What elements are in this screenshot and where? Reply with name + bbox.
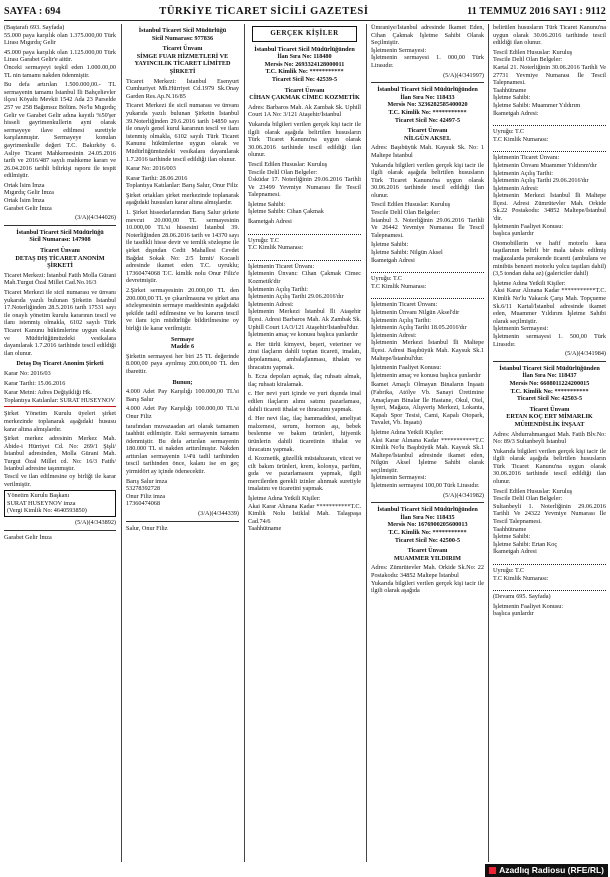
section-separator <box>371 82 484 83</box>
notice-paragraph: (Devamı 695. Sayfada) <box>493 593 551 601</box>
notice-heading: Ticaret Ünvanı DETAŞ DIŞ TİCARET ANONİM ŞİRKETİ <box>15 247 105 270</box>
notice-heading: İstanbul Ticaret Sicil Müdürlüğünden İlan Sıra No: 118480 Mersis No: 2693324128000011 T.C. Kimlik No: *********** Ticaret Sicil No: 42539-5 <box>254 45 355 83</box>
notice-paragraph: Uyruğu: T.C T.C Kimlik Numarası: <box>493 567 549 582</box>
notice-paragraph: Bu defa artırılan 1.500.000,00.- TL sermayenin tamamı İstanbul İli Bahçelievler ilçesi Köyaltı Mevkii 1542 Ada 23 Parselde 257 ve 258 Bağımsız Bölüm. No'lu Mıgırdıç Gelir ve Garabet Gelir adına kayıtlı %50'şer hisseli gayrimenkullerin ayni olarak sermayeye ilave edilmesi suretiyle karşılanmıştır. Sermayeye konulan gayrimenkulle değeri T.C. Bakırköy 6. Asliye Ticaret Mahkemesinin 24.05.2016 tarih ve 2016/487 sayılı mahkeme kararı ve 26.04.2016 tarihli bilirkişi raporu ile tespit edilmiştir. <box>4 81 116 180</box>
masked-field-line <box>248 228 361 235</box>
notice-heading: İstanbul Ticaret Sicil Müdürlüğünden İlan Sıra No: 118437 Mersis No: 6608011224200015 T.C. Kimlik No: *********** Ticaret Sicil No: 42503-5 <box>499 364 600 403</box>
notice-heading: Ticaret Ünvanı CİHAN ÇAKMAK CİMEC KOZMETİK <box>249 86 360 102</box>
notice-reference: (3/A)(4/344339) <box>198 510 239 518</box>
notice-paragraph: 4.000 Adet Pay Karşılığı 100.000,00 TL'si Onur Filiz <box>126 405 239 420</box>
column-1 <box>4 24 116 862</box>
notice-paragraph: Otomobillerin ve hafif motorlu kara taşıtlarının belirli bir mala tahsis edilmiş mağazalarda perakende ticareti (ambulans ve minibüs benzeri motorlu yolcu taşıtları dahil) (3,5 tondan daha az) (galericiler dahil) <box>493 239 606 278</box>
notice-heading: Ticaret Ünvanı SİMGE FUAR HİZMETLERİ VE YAYINCILIK TİCARET LİMİTED ŞİRKETİ <box>134 45 231 75</box>
red-underline-mark <box>4 406 116 407</box>
notice-paragraph: 4.000 Adet Pay Karşılığı 100.000,00 TL'si Barış Salur <box>126 388 239 403</box>
notice-heading: İstanbul Ticaret Sicil Müdürlüğünden İlan Sıra No: 118433 Mersis No: 3236282585400020 T.C. Kimlik No: *********** Ticaret Sicil No: 42497-5 <box>377 86 478 124</box>
notice-paragraph: Tescil Edilen Hususlar: Kuruluş Tescile Delil Olan Belgeler: Sultanbeyli 1. Noterliğinin 29.06.2016 Tarihli Ve 24322 Yevmiye Numarası İle Tescil Talepnamesi. Taahhütname İşletme Sahibi: İşletme Sahibi: Ertan Koç İkametgah Adresi <box>493 487 606 556</box>
notice-heading: Sermaye Madde 6 <box>170 335 195 351</box>
notice-paragraph: 1. Şirket hissedarlarından Barış Salur şirkete mevcut 20.000,00 TL sermayesinin 10.000,00 TL'si hissesini İstanbul 39. Noterliğinden 28.06.2016 tarih ve 14370 sayı ile tasdikli hisse devir ve temlik sözleşme ile şirket dışından Cedit Mahallesi Cevdet Bağdat Sokak No: 2/5 İzmit/ Kocaeli adresinde ikamet eden T.C. uyruklu; 17360474068 T.C. kimlik nolu Onur Filiz'e devretmiştir. <box>126 209 239 285</box>
notice-paragraph: İşletmenin Ticaret Ünvanı: İşletmenin Ünvanı Nilgün Aksel'dir İşletmenin Açılış Tarihi: İşletmenin Açılış Tarihi 18.05.2016'dır İşletmenin Adresi: İşletmenin Merkezi İstanbul İli Maltepe İlçesi. Adresi Başıbüyük Mah. Kaysuk Sk.1 Maltepe/İstanbul'dur. <box>371 301 484 362</box>
notice-paragraph: Tescil Edilen Hususlar: Kuruluş Tescile Delil Olan Belgeler: Üsküdar 17. Noterliğinin 29.06.2016 Tarihli Ve 23499 Yevmiye Numarası İle Tescil Talepnamesi. <box>248 160 361 199</box>
notice-paragraph: Şirketin sermayesi her biri 25 TL değerinde 8.000,00 paya ayrılmış 200.000,00 TL den ibarettir. <box>126 352 239 375</box>
notice-paragraph: Ticaret Merkezi: İstanbul Fatih Molla Gürani Mah.Turgut Özal Millet Cad.No.16/3 <box>4 271 116 287</box>
notice-heading: İstanbul Ticaret Sicil Müdürlüğünden İlan Sıra No: 118435 Mersis No: 1676900205600013 T.C. Kimlik No: *********** Ticaret Sicil No: 42500-5 <box>377 506 478 544</box>
notice-paragraph: Salur, Onur Filiz <box>126 524 168 532</box>
notice-paragraph: Karar Tarihi: 15.06.2016 <box>4 379 66 387</box>
page-header <box>4 2 606 21</box>
notice-heading: Ticaret Ünvanı NİLGÜN AKSEL <box>404 127 451 142</box>
gazette-title: TÜRKİYE TİCARET SİCİLİ GAZETESİ <box>159 5 369 17</box>
notice-paragraph: İşletmenin Faaliyet Konusu: başlıca şunlardır <box>493 602 564 618</box>
notice-heading: Detaş Dış Ticaret Anonim Şirketi <box>16 360 104 368</box>
radio-logo-icon <box>489 867 496 874</box>
notice-reference: (3/A)(4/344026) <box>75 214 116 222</box>
notice-paragraph: d. Her nevi ilaç, ilaç hammaddesi, ameliyat malzemesi, serum, hormon aşı, bebek beslenme ve bakım ürünleri, hijyenik ürünlerin dahili ticaretinin ithalat ve ihracatını yapmak. <box>248 415 361 453</box>
notice-paragraph: Karar No: 2016/003 <box>126 165 176 173</box>
brand-label: Azadlıq Radiosu (RFE/RL) <box>499 865 604 875</box>
notice-paragraph: Ümraniye/İstanbul adresinde İkamet Eden, Cihan Çakmak İşletme Sahibi Olarak Seçilmiştir. İşletmenin Sermayesi: İşletmenin sermayesi 1. 000,00 Türk Lirasıdır. <box>371 24 484 69</box>
notice-paragraph: Uyruğu: T.C T.C Kimlik Numarası: <box>371 275 427 290</box>
notice-reference: (5/A)(4/341997) <box>443 71 484 79</box>
notice-paragraph: Adres: Başıbüyük Mah. Kaysuk Sk. No: 1 Maltepe İstanbul <box>371 144 484 159</box>
notice-paragraph: Uyruğu: T.C T.C Kimlik Numarası: <box>248 236 304 252</box>
masked-field-line <box>493 145 606 152</box>
notice-paragraph: İkamet Amaçlı Olmayan Binaların İnşaatı (Fabrika, Atölye Vb. Sanayi Üretimine Amaçlayan Binalar İle Hastane, Okul, Otel, İşyeri, Mağaza, Alışveriş Merkezi, Lokanta, Kapalı Spor Tesisi, Cami, Kapalı Otopark, Tuvalet, Vb. İnşaatı) <box>371 381 484 427</box>
notice-paragraph: Barış Salur imza 53278392728 Onur Filiz imza 17360474068 <box>126 477 168 508</box>
notice-heading: İstanbul Ticaret Sicil Müdürlüğü Sicil Numarası: 147908 <box>16 228 104 244</box>
notice-paragraph: Karar Tarihi: 28.06.2016 Toplantıya Katılanlar: Barış Salur, Onur Filiz <box>126 174 239 190</box>
notice-paragraph: İşletmenin Ticaret Ünvanı: İşletmenin Ünvanı Muammer Yıldırım'dır İşletmenin Açılış Tarihi: İşletmenin Açılış Tarihi 29.06.2016'dır İşletmenin Adresi: İşletmenin Merkezi İstanbul İli Maltepe İlçesi. Adresi Zümrütevler Mah. Orkide Sk.22 Postakodu: 34852 Maltepe/İstanbul 'dir. İşletmenin Faaliyet Konusu: başlıca şunlardır <box>493 154 606 238</box>
section-separator <box>4 530 116 531</box>
column-4 <box>371 24 484 862</box>
notice-heading: Ticaret Ünvanı ERTAN KOÇ ERT MİMARLIK MÜHENDİSLİK İNŞAAT <box>506 405 593 428</box>
notice-paragraph: İşletmenin Ticaret Ünvanı: İşletmenin Ünvanı: Cihan Çakmak Cimec Kozmetik'dir İşletmenin Açılış Tarihi: İşletmenin Açılış Tarihi 29.06.2016'dır İşletmenin Adresi: İşletmenin Merkezi İstanbul İli Ataşehir İlçesi. Adresi Barbaros Mah. Ak Zambak Sk. Uphill Court 1A/3/121 Ataşehir/İstanbul'dur. İşletmenin amaç ve konusu başlıca şunlardır <box>248 262 361 339</box>
notice-paragraph: Şirket ortakları şirket merkezinde toplanarak aşağıdaki hususları karar altına almışlardır. <box>126 191 239 207</box>
notice-paragraph: Yukarıda bilgileri verilen gerçek kişi tacir ile ilgili olarak aşağıda belirtilen hususların Türk Ticaret Kanunu'na uygun olarak 30.06.2016 tarihinde tescil edildiği ilan olunur. <box>371 161 484 199</box>
notice-paragraph: İkametgah Adresi <box>248 218 292 226</box>
column-3 <box>248 24 361 862</box>
signature-block: Yönetim Kurulu Başkanı SURAT HUSEYNOV imza (Vergi Kimlik No: 4640593850) <box>4 490 116 517</box>
issue-date: 11 TEMMUZ 2016 SAYI : 9112 <box>467 5 606 17</box>
notice-paragraph: Adres: Abdurrahmangazi Mah. Fatih Blv.No: No: 89/3 Sultanbeyli İstanbul <box>493 430 606 446</box>
notice-paragraph: İşletmenin Faaliyet Konusu: İşletmenin amaç ve konusu başlıca şunlardır <box>371 364 481 379</box>
section-title-box: GERÇEK KİŞİLER <box>252 26 357 42</box>
gazette-columns <box>4 24 606 862</box>
notice-paragraph: Karar Metni: Adres Değişikliği Hk. Toplantıya Katılanlar: SURAT HUSEYNOV <box>4 389 115 404</box>
notice-paragraph: Yukarıda bilgileri verilen gerçek kişi tacir ile ilgili olarak aşağıda belirtilen hususların Türk Ticaret Kanunu'na uygun olarak 30.06.2016 tarihinde tescil edildiği ilan olunur. <box>493 447 606 486</box>
notice-paragraph: Tescil Edilen Hususlar: Kuruluş Tescile Delil Olan Belgeler: Kartal 21. Noterliğinin 30.06.2016 Tarihli Ve 27731 Yevmiye Numarası İle Tescil Talepnamesi. Taahhütname İşletme Sahibi: İşletme Sahibi: Muammer Yıldırım İkametgah Adresi: <box>493 48 606 117</box>
notice-paragraph: 2.Şirket sermayesinin 20.000,00 TL den 200.000,00 TL ye çıkarılmasına ve şirket ana sözleşmesinin sermaye maddesinin aşağıdaki şekilde tadil edilmesine ve bu kararın tescil ve ilanı için müdürlüğe bildirilmesine oy birliği ile karar verilmiştir. <box>126 287 239 332</box>
notice-paragraph: İşletme Sahibi: İşletme Sahibi: Cihan Çakmak <box>248 200 324 216</box>
column-2 <box>126 24 239 862</box>
section-separator <box>371 502 484 503</box>
notice-paragraph: d. Kozmetik, güzellik müstahzaratı, vücut ve cilt bakım ürünleri, krem, kolonya, parfüm, gıda ve pazarlamasını yapmak, ilgili mercilerden gerekli izinler alınmak suretiyle imalatını ve ticaretini yapmak. <box>248 455 361 493</box>
masked-field-line <box>248 254 361 261</box>
notice-paragraph: Ticaret Merkezi: İstanbul Esenyurt Cumhuriyet Mh.Hürriyet Cd.1979 Sk.Onay Garden Res.Ap.N.16/85 <box>126 77 239 100</box>
notice-paragraph: İşletme Sahibi: İşletme Sahibi: Nilgün Aksel İkametgah Adresi <box>371 241 443 264</box>
section-separator <box>493 361 606 362</box>
section-separator <box>4 225 116 226</box>
column-5 <box>493 24 606 862</box>
notice-paragraph: Yukarıda bilgileri verilen gerçek kişi tacir ile ilgili olarak aşağıda belirtilen hususların Türk Ticaret Kanunu'na uygun olarak 30.06.2016 tarihinde tescil edildiği ilan olunur. <box>248 120 361 159</box>
masked-field-line <box>493 119 606 126</box>
page-number: SAYFA : 694 <box>4 5 61 17</box>
masked-field-line <box>493 558 606 565</box>
masked-field-line <box>493 584 606 591</box>
notice-paragraph: Garabet Gelir İmza <box>4 533 52 541</box>
notice-paragraph: Uyruğu: T.C T.C Kimlik Numarası: <box>493 128 549 143</box>
masked-field-line <box>371 266 484 273</box>
notice-paragraph: Ticaret Merkezi ile sicil numarası ve ünvanı yukarıda yazılı bulunan Şirketin İstanbul 17.Noterliğinden 28.5.2016 tarih 17531 sayı ile onaylı yönetim kurulu kararının tescil ve ilanı istenmiş olmakla, 6102 sayılı Türk Ticaret Kanunu hükümlerine uygun olarak ve Müdürlüğümüzdeki vesikalara dayanılarak 1.7.2016 tarihinde tescil edildiği ilan olunur. <box>4 289 116 357</box>
notice-paragraph: İşletme Adına Yetkili Kişiler: Aksi Karar Alınana Kadar ***********T.C Kimlik No'lu Başıbüyük Mah. Kaysuk Sk.1 Maltepe/İstanbul adresinde ikamet eden, Nilgün Aksel İşletme Sahibi olarak seçilmiştir. İşletmenin Sermayesi: İşletmenin sermayesi 100,00 Türk Lirasıdır. <box>371 428 484 490</box>
section-separator <box>126 521 239 522</box>
notice-reference: (5/A)(4/343892) <box>75 519 116 527</box>
notice-paragraph: belirtilen hususların Türk Ticaret Kanunu'na uygun olarak 30.06.2016 tarihinde tescil edildiği ilan olunur. <box>493 24 606 47</box>
notice-reference: (5/A)(4/341984) <box>565 350 606 358</box>
notice-heading: İstanbul Ticaret Sicil Müdürlüğü Sicil Numarası: 977836 <box>138 27 227 42</box>
notice-paragraph: İşletme Adına Yetkili Kişiler: Akai Karar Alınana Kadar ***********T.C. Kimlik Nolu İstiklal Mah. Talaşpaşa Cad.74/6 Taahhütname <box>248 495 361 533</box>
notice-paragraph: İşletme Adına Yetkili Kişiler: Aksi Karar Alınana Kadar ***********T.C. Kimlik No'lu Yakacık Çarşı Mah. Topçueme Sk.6/11 Kartal/İstanbul adresinde ikamet eden, Muammer Yıldırım İşletme Sahibi olarak seçilmiştir. İşletmenin Sermayesi: İşletmenin sermayesi 1. 500,00 Türk Lirasıdır. <box>493 279 606 348</box>
notice-heading: Bunun; <box>172 378 193 386</box>
notice-heading: Ticaret Ünvanı MUAMMER YILDIRIM <box>394 547 461 562</box>
masked-field-line <box>371 292 484 299</box>
notice-paragraph: Adres: Zümrütevler Mah. Orkide Sk.No: 22 Postakodu: 34852 Maltepe İstanbul Yukarıda bilgileri verilen gerçek kişi tacir ile ilgili olarak aşağıda <box>371 564 484 595</box>
notice-paragraph: Ortak İsim İmza Mıgırdıç Gelir İmza Ortak İsim İmza Garabet Gelir İmza <box>4 181 54 212</box>
notice-paragraph: tarafından muvazaadan ari olarak tamamen taahhüt edilmiştir. Eski sermayenin tamamı ödenmiştir. Bu defa artırılan sermayenin 180.000 TL si nakden arttırılmıştır. Nakden arttırılan sermayenin 1/4'ü tadil tarihinden tescil tarihinden önce, kalanı ise en geç yirmidört ay içinde ödenecektir. <box>126 422 239 476</box>
notice-paragraph: Tescil Edilen Hususlar: Kuruluş Tescile Delil Olan Belgeler: İstanbul 3. Noterliğinin 29.06.2016 Tarihli Ve 26442 Yevmiye Numarası İle Tescil Talepnamesi. <box>371 201 484 239</box>
notice-paragraph: b. Ecza depoları açmak, ilaç ruhsatı almak, ilaç ruhsatı kiralamak. <box>248 373 361 388</box>
notice-paragraph: a. Her türlü kimyevi, beşeri, veteriner ve zirai ilaçların dahili toptan ticareti, imalatı, depolanması, ambalajlanması, ithalatı ve ihracatını yapmak. <box>248 340 361 371</box>
watermark-brand <box>485 864 608 877</box>
notice-paragraph: Şirket Yönetim Kurulu üyeleri şirket merkezinde toplanarak aşağıdaki hususu karar altına almışlardır. <box>4 410 116 433</box>
notice-paragraph: Karar No: 2016/03 <box>4 369 51 377</box>
footer <box>0 864 610 877</box>
notice-paragraph: Adres: Barbaros Mah. Ak Zambak Sk. Uphill Court 1A No: 3/121 Ataşehir/İstanbul <box>248 103 361 119</box>
notice-reference: (5/A)(4/341982) <box>443 491 484 499</box>
notice-paragraph: c. Her nevi yurt içinde ve yurt dışında imal edilen ilaçların alımı satımı pazarlaması, dahili ticareti ithalat ve ihracatını yapmak. <box>248 390 361 413</box>
notice-paragraph: 45.000 paya karşılık olan 1.125.000,00 Türk Lirası Garabet Gelir'e aittir. Önceki sermayeyi teşkil eden 1.000.00,00 TL nin tamamı nakden ödenmiştir. <box>4 48 116 79</box>
notice-paragraph: (Baştarafı 693. Sayfada) 55.000 paya karşılık olan 1.375.000,00 Türk Lirası Mıgırdıç Gelir <box>4 24 116 47</box>
notice-paragraph: Şirket merkez adresinin Merkez Mah. Abide-i Hürriyet Cd. No: 269/1 Şişli/İstanbul adresinden, Molla Gürani Mah. Turgut Özal Millet cd. No: 16/3 Fatih/İstanbul adresine taşınmıştır. Tescil ve ilan edilmesine oy birliği ile karar verilmiştir. <box>4 435 116 488</box>
notice-paragraph: Ticaret Merkezi ile sicil numarası ve ünvanı yukarıda yazılı bulunan Şirketin İstanbul 39.Noterliğinden 29.6.2016 tarih 14850 sayı ile onaylı genel kurul kararının tescil ve ilanı istenmiş olmakla, 6102 sayılı Türk Ticaret Kanunu hükümlerine uygun olarak ve Müdürlüğümüzdeki vesikalara dayanılarak 1.7.2016 tarihinde tescil edildiği ilan olunur. <box>126 102 239 163</box>
